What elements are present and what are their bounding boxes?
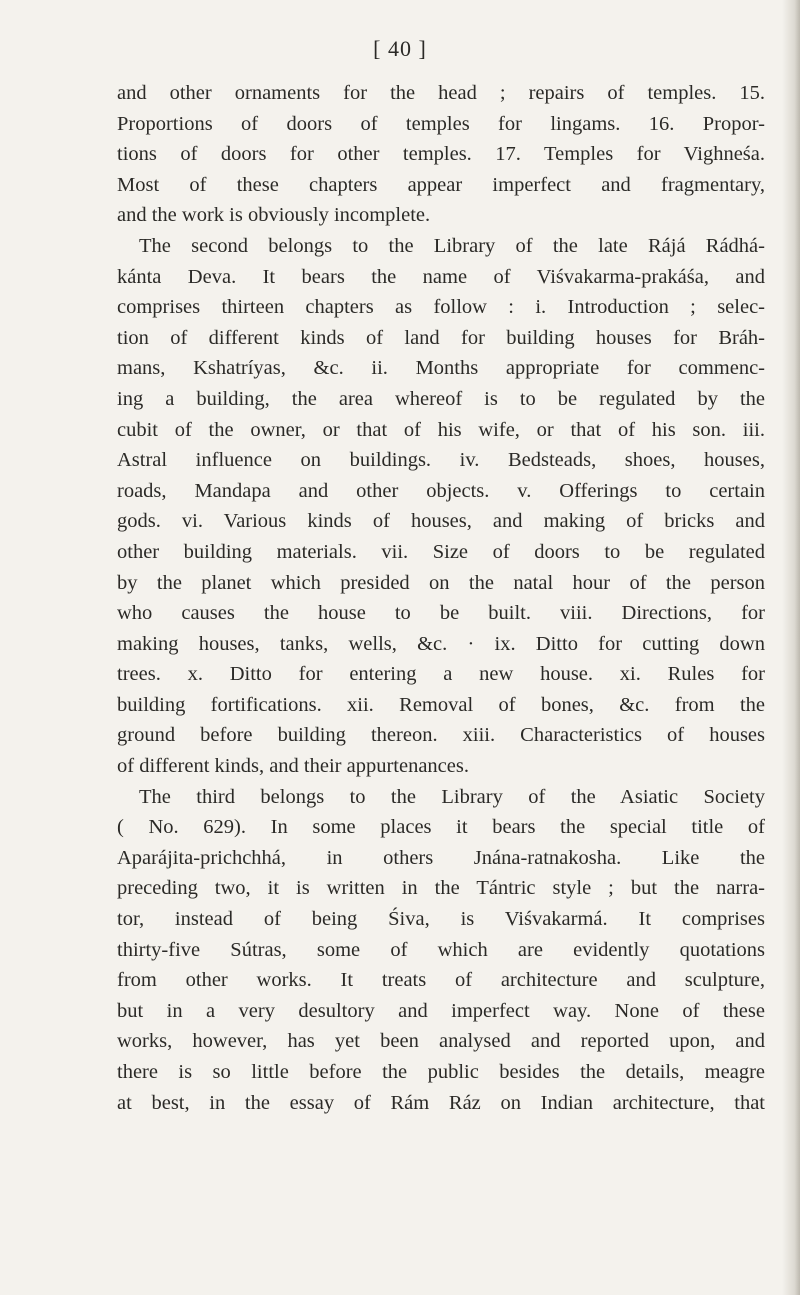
text-line: comprises thirteen chapters as follow : i. Introduction ; selec- [117,296,765,319]
text-line: mans, Kshatríyas, &c. ii. Months appropriate for commenc- [117,357,765,380]
text-line: and other ornaments for the head ; repairs of temples. 15. [117,82,765,104]
text-line: roads, Mandapa and other objects. v. Offerings to certain [117,479,765,502]
text-line: making houses, tanks, wells, &c. · ix. Ditto for cutting down [117,632,765,655]
body-text [117,78,765,1118]
text-line: Proportions of doors of temples for lingams. 16. Propor- [117,112,765,135]
text-line: ( No. 629). In some places it bears the special title of [117,816,765,839]
text-line: at best, in the essay of Rám Ráz on Indian architecture, that [117,1091,765,1114]
page-number: [ 40 ] [373,36,427,61]
text-line: preceding two, it is written in the Tántric style ; but the narra- [117,877,765,900]
text-line: there is so little before the public besides the details, meagre [117,1061,765,1083]
text-line: trees. x. Ditto for entering a new house. xi. Rules for [117,663,765,686]
text-line: Astral influence on buildings. iv. Bedsteads, shoes, houses, [117,449,765,472]
text-line: but in a very desultory and imperfect way. None of these [117,999,765,1022]
text-line: Most of these chapters appear imperfect and fragmentary, [117,173,765,196]
text-line: cubit of the owner, or that of his wife, or that of his son. iii. [117,418,765,441]
paragraph-start-line: The second belongs to the Library of the late Rájá Rádhá- [139,234,765,257]
page-edge-shadow [782,0,800,1295]
text-line: tor, instead of being Śiva, is Viśvakarmá. It comprises [117,908,765,931]
text-line: thirty-five Sútras, some of which are evidently quotations [117,938,765,961]
paragraph-start-line: The third belongs to the Library of the Asiatic Society [139,785,765,808]
text-line: of different kinds, and their appurtenances. [117,755,469,778]
text-line: tions of doors for other temples. 17. Temples for Vighneśa. [117,143,765,166]
text-line: from other works. It treats of architecture and sculpture, [117,969,765,992]
text-line: gods. vi. Various kinds of houses, and making of bricks and [117,510,765,533]
text-line: building fortifications. xii. Removal of bones, &c. from the [117,693,765,716]
text-line: who causes the house to be built. viii. Directions, for [117,602,765,625]
text-line: tion of different kinds of land for building houses for Bráh- [117,326,765,349]
text-line: other building materials. vii. Size of doors to be regulated [117,540,765,563]
text-line: by the planet which presided on the natal hour of the person [117,571,765,594]
text-line: and the work is obviously incomplete. [117,204,431,227]
text-line: ing a building, the area whereof is to be regulated by the [117,387,765,410]
text-line: works, however, has yet been analysed and reported upon, and [117,1030,765,1053]
text-line: Aparájita-prichchhá, in others Jnána-ratnakosha. Like the [117,846,765,869]
text-line: kánta Deva. It bears the name of Viśvakarma-prakáśa, and [117,265,765,288]
text-line: ground before building thereon. xiii. Characteristics of houses [117,724,765,747]
